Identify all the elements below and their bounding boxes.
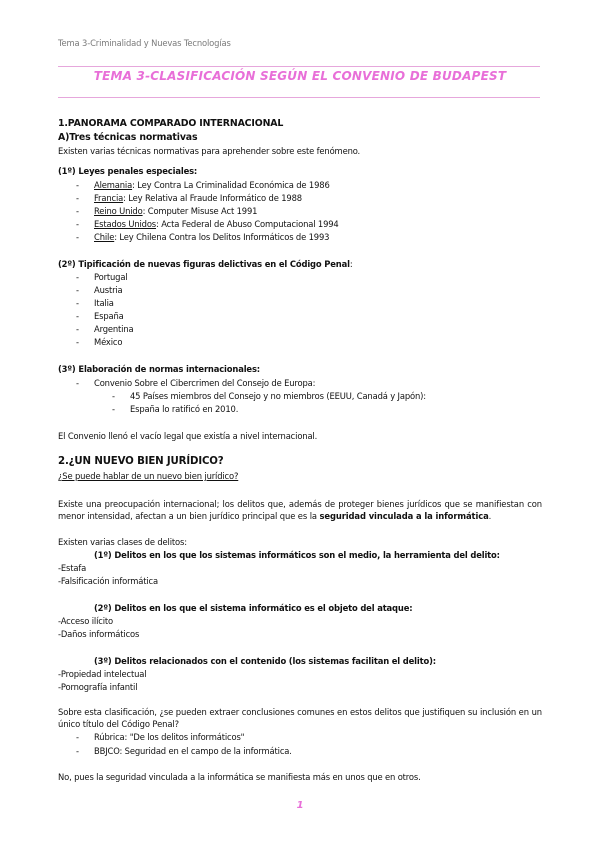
running-header: Tema 3-Criminalidad y Nuevas Tecnologías [58,38,231,48]
section1-subheading: A)Tres técnicas normativas [58,132,198,143]
bullet-dash: - [76,298,80,308]
country-name: Estados Unidos [94,219,157,229]
paragraph-end: . [488,511,492,521]
class3-heading: (3º) Delitos relacionados con el contenido (los sistemas facilitan el delito): [94,656,436,666]
bullet-dash: - [76,378,80,388]
country-name: Reino Unido [94,206,143,216]
title-bottom-rule [58,97,540,98]
paragraph-emphasis: seguridad vinculada a la informática [319,511,489,521]
list-item [94,232,329,243]
list-item: -Daños informáticos [58,629,140,639]
bullet-dash: - [76,337,80,347]
paragraph-text: Existe una preocupación internacional; los delitos que, además de proteger bienes jurídicos que se manifiestan con menor intensidad, afectan a un bien jurídico principal que es la [58,499,542,521]
bullet-dash: - [76,206,80,216]
section2-question: ¿Se puede hablar de un nuevo bien jurídico? [58,471,239,481]
section1-intro: Existen varias técnicas normativas para aprehender sobre este fenómeno. [58,146,361,156]
bullet-dash: - [76,732,80,742]
bullet-dash: - [76,311,80,321]
bullet-dash: - [76,232,80,242]
tech3-heading: (3º) Elaboración de normas internacionales: [58,364,260,374]
sub-list-item: 45 Países miembros del Consejo y no miembros (EEUU, Canadá y Japón): [130,391,426,401]
classes-intro: Existen varias clases de delitos: [58,537,187,547]
list-item: -Estafa [58,563,87,573]
bullet-dash: - [76,219,80,229]
list-item: -Acceso ilícito [58,616,114,626]
list-item [94,219,339,230]
list-item: -Pornografía infantil [58,682,138,692]
class2-heading: (2º) Delitos en los que el sistema informático es el objeto del ataque: [94,603,413,613]
bullet-dash: - [76,324,80,334]
list-item [94,180,330,191]
list-item: Argentina [94,324,134,334]
list-item: -Propiedad intelectual [58,669,147,679]
bullet-dash: - [76,180,80,190]
tech2-heading [58,259,352,270]
law-name: : Ley Relativa al Fraude Informático de 1988 [123,193,302,203]
list-item: Portugal [94,272,128,282]
law-name: : Ley Contra La Criminalidad Económica de 1986 [132,180,330,190]
list-item: México [94,337,123,347]
list-item: BBJCO: Seguridad en el campo de la informática. [94,746,292,756]
section2-conclusion: No, pues la seguridad vinculada a la informática se manifiesta más en unos que en otros. [58,772,421,782]
tech2-heading-colon: : [349,259,353,269]
sub-bullet-dash: - [112,404,116,414]
section1-closing: El Convenio llenó el vacío legal que existía a nivel internacional. [58,431,318,441]
bullet-dash: - [76,285,80,295]
list-item: -Falsificación informática [58,576,158,586]
law-name: : Computer Misuse Act 1991 [142,206,258,216]
list-item: Austria [94,285,123,295]
bullet-dash: - [76,272,80,282]
list-item [94,193,302,204]
country-name: Chile [94,232,115,242]
document-title: TEMA 3-CLASIFICACIÓN SEGÚN EL CONVENIO DE BUDAPEST [93,69,507,83]
class1-heading: (1º) Delitos en los que los sistemas informáticos son el medio, la herramienta del delito: [94,550,500,560]
sub-bullet-dash: - [112,391,116,401]
title-top-rule [58,66,540,67]
law-name: : Ley Chilena Contra los Delitos Informáticos de 1993 [114,232,330,242]
list-item [94,206,257,217]
bullet-dash: - [76,193,80,203]
list-item: España [94,311,124,321]
tech2-heading-text: (2º) Tipificación de nuevas figuras delictivas en el Código Penal [58,259,350,269]
list-item: Rúbrica: "De los delitos informáticos" [94,732,245,742]
law-name: : Acta Federal de Abuso Computacional 1994 [156,219,339,229]
tech1-heading: (1º) Leyes penales especiales: [58,166,198,176]
list-item: Italia [94,298,114,308]
bullet-dash: - [76,746,80,756]
list-item: Convenio Sobre el Cibercrimen del Consejo de Europa: [94,378,316,388]
country-name: Francia [94,193,124,203]
sub-list-item: España lo ratificó en 2010. [130,404,239,414]
country-name: Alemania [94,180,133,190]
section2-heading: 2.¿UN NUEVO BIEN JURÍDICO? [58,456,224,467]
section2-paragraph [58,498,542,522]
page-number: 1 [296,800,304,811]
section1-heading: 1.PANORAMA COMPARADO INTERNACIONAL [58,118,284,129]
section2-question-paragraph: Sobre esta clasificación, ¿se pueden extraer conclusiones comunes en estos delitos que justifiquen su inclusión en un único título del Código Penal? [58,707,542,729]
